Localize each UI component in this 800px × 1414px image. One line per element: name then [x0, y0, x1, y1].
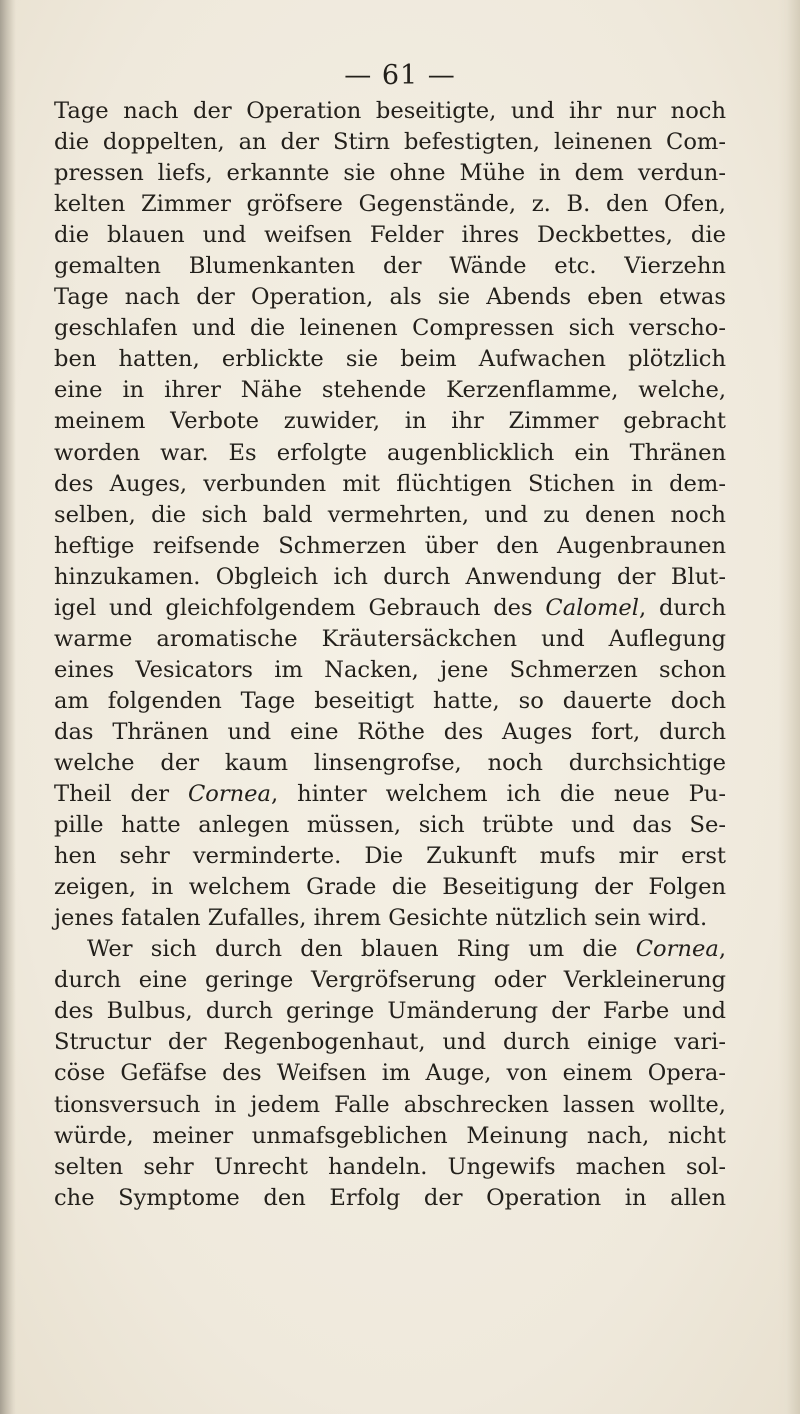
text-line: hen sehr verminderte. Die Zukunft mufs mir erst — [54, 843, 726, 870]
text-line: des Bulbus, durch geringe Umänderung der Farbe und — [54, 998, 726, 1025]
text-line: Tage nach der Operation, als sie Abends eben etwas — [54, 284, 726, 311]
text-line: tionsversuch in jedem Falle abschrecken lassen wollte, — [54, 1091, 726, 1118]
text-line: selten sehr Unrecht handeln. Ungewifs machen sol- — [54, 1153, 726, 1180]
text-line: Tage nach der Operation beseitigte, und ihr nur noch — [54, 98, 726, 124]
text-line: igel und gleichfolgendem Gebrauch des Calomel, durch — [54, 594, 726, 621]
text-line: des Auges, verbunden mit flüchtigen Stichen in dem- — [54, 470, 726, 497]
text-line: durch eine geringe Vergröfserung oder Verkleinerung — [54, 967, 726, 994]
text-line: das Thränen und eine Röthe des Auges fort, durch — [54, 718, 726, 745]
text-line: pressen liefs, erkannte sie ohne Mühe in dem verdun- — [54, 160, 726, 187]
text-line: warme aromatische Kräutersäckchen und Auflegung — [54, 625, 726, 652]
text-line: meinem Verbote zuwider, in ihr Zimmer gebracht — [54, 408, 726, 435]
text-line: welche der kaum linsengrofse, noch durchsichtige — [54, 749, 726, 776]
text-line: Structur der Regenbogenhaut, und durch einige vari- — [54, 1029, 726, 1056]
text-line: die blauen und weifsen Felder ihres Deckbettes, die — [54, 222, 726, 249]
text-line: geschlafen und die leinenen Compressen sich verscho- — [54, 315, 726, 342]
text-line: cöse Gefäfse des Weifsen im Auge, von einem Opera- — [54, 1060, 726, 1087]
page-edge — [778, 0, 800, 1414]
text-line: worden war. Es erfolgte augenblicklich ein Thränen — [54, 439, 726, 466]
text-line: zeigen, in welchem Grade die Beseitigung der Folgen — [54, 874, 726, 901]
text-line: selben, die sich bald vermehrten, und zu denen noch — [54, 501, 726, 528]
text-line: die doppelten, an der Stirn befestigten, leinenen Com- — [54, 129, 726, 156]
page-number-header: — 61 — — [344, 60, 456, 91]
text-line: hinzukamen. Obgleich ich durch Anwendung der Blut- — [54, 563, 726, 590]
text-line: würde, meiner unmafsgeblichen Meinung nach, nicht — [54, 1122, 726, 1149]
text-line: am folgenden Tage beseitigt hatte, so dauerte doch — [54, 687, 726, 714]
text-line: che Symptome den Erfolg der Operation in allen — [54, 1184, 726, 1211]
text-line: eine in ihrer Nähe stehende Kerzenflamme, welche, — [54, 377, 726, 404]
text-line: Wer sich durch den blauen Ring um die Cornea, — [87, 936, 726, 963]
text-line: jenes fatalen Zufalles, ihrem Gesichte nützlich sein wird. — [54, 905, 708, 932]
page-gutter-shadow — [0, 0, 16, 1414]
body-text — [54, 96, 726, 1214]
text-line: gemalten Blumenkanten der Wände etc. Vierzehn — [54, 253, 726, 280]
text-line: eines Vesicators im Nacken, jene Schmerzen schon — [54, 656, 726, 683]
text-line: pille hatte anlegen müssen, sich trübte und das Se- — [54, 812, 726, 839]
text-line: ben hatten, erblickte sie beim Aufwachen plötzlich — [54, 346, 726, 373]
text-line: Theil der Cornea, hinter welchem ich die neue Pu- — [54, 781, 726, 808]
text-line: heftige reifsende Schmerzen über den Augenbraunen — [54, 532, 726, 559]
text-line: kelten Zimmer gröfsere Gegenstände, z. B. den Ofen, — [54, 191, 726, 218]
